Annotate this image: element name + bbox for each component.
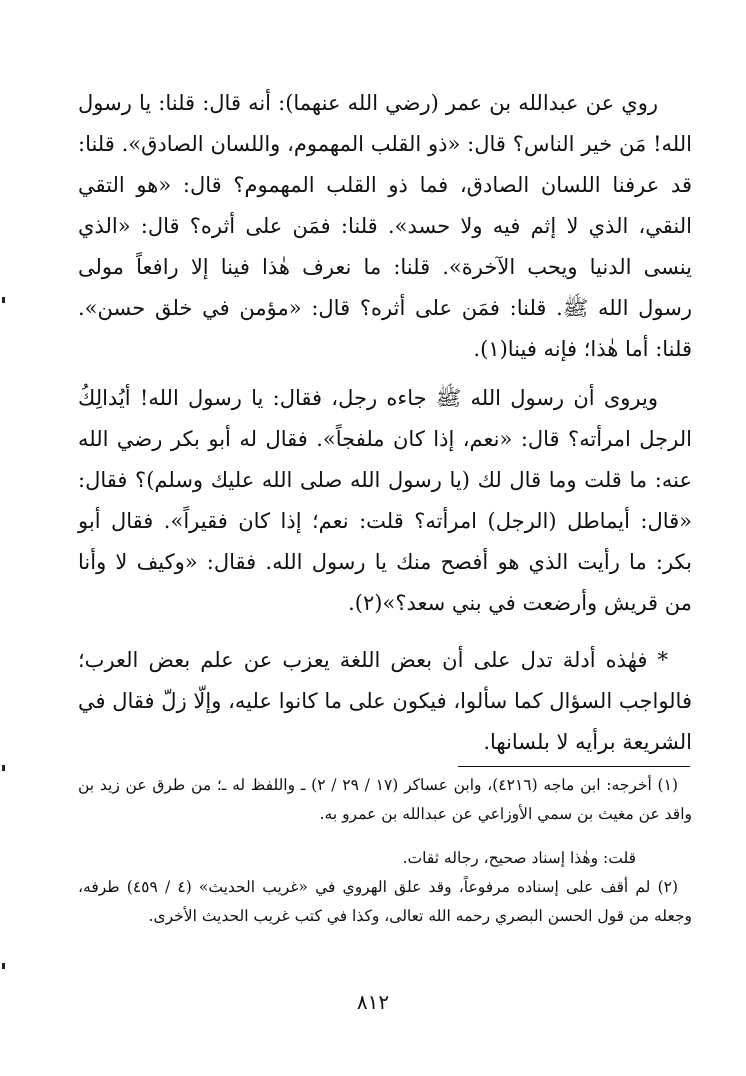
scan-edge-mark xyxy=(2,297,5,303)
page-number: ٨١٢ xyxy=(356,990,390,1014)
paragraph-conclusion: * فهٰذه أدلة تدل على أن بعض اللغة يعزب عن علم بعض العرب؛ فالواجب السؤال كما سألوا، فيكون على ما كانوا عليه، وإلّا زلّ فقال في الشريعة برأيه لا بلسانها. xyxy=(78,648,692,754)
scan-edge-mark xyxy=(2,765,5,771)
footnote-1: (١) أخرجه: ابن ماجه (٤٢١٦)، وابن عساكر (١٧ / ٢٩ / ٢) ـ واللفظ له ـ؛ من طرق عن زيد بن واقد عن مغيث بن سمي الأوزاعي عن عبدالله بن عمرو به. xyxy=(78,776,692,823)
paragraph-hadith-best-people: روي عن عبدالله بن عمر (رضي الله عنهما): أنه قال: قلنا: يا رسول الله! مَن خير الناس؟ قال: «ذو القلب المهموم، واللسان الصادق». قلنا: قد عرفنا اللسان الصادق، فما ذو القلب المهموم؟ قال: «هو التقي النقي، الذي لا إثم فيه ولا حسد». قلنا: فمَن على أثره؟ قال: «الذي ينسى الدنيا ويحب الآخرة». قلنا: ما نعرف هٰذا فينا إلا رافعاً مولى رسول الله ﷺ. قلنا: فمَن على أثره؟ قال: «مؤمن في خلق حسن». قلنا: أما هٰذا؛ فإنه فينا(١). xyxy=(78,91,692,361)
footnote-1-note: قلت: وهٰذا إسناد صحيح، رجاله ثقات. xyxy=(402,849,636,867)
footnote-separator xyxy=(458,766,690,767)
footnote-2: (٢) لم أقف على إسناده مرفوعاً، وقد علق الهروي في «غريب الحديث» (٤ / ٤٥٩) طرفه، وجعله من قول الحسن البصري رحمه الله تعالى، وكذا في كتب غريب الحديث الأخرى. xyxy=(78,878,692,925)
scan-edge-mark xyxy=(2,963,5,969)
paragraph-hadith-eloquence: ويروى أن رسول الله ﷺ جاءه رجل، فقال: يا رسول الله! أيُدالِكُ الرجل امرأته؟ قال: «نعم، إذا كان ملفجاً». فقال له أبو بكر رضي الله عنه: ما قلت وما قال لك (يا رسول الله صلى الله عليك وسلم)؟ فقال: «قال: أيماطل (الرجل) امرأته؟ قلت: نعم؛ إذا كان فقيراً». فقال أبو بكر: ما رأيت الذي هو أفصح منك يا رسول الله. فقال: «وكيف لا وأنا من قريش وأرضعت في بني سعد؟»(٢). xyxy=(78,386,692,615)
